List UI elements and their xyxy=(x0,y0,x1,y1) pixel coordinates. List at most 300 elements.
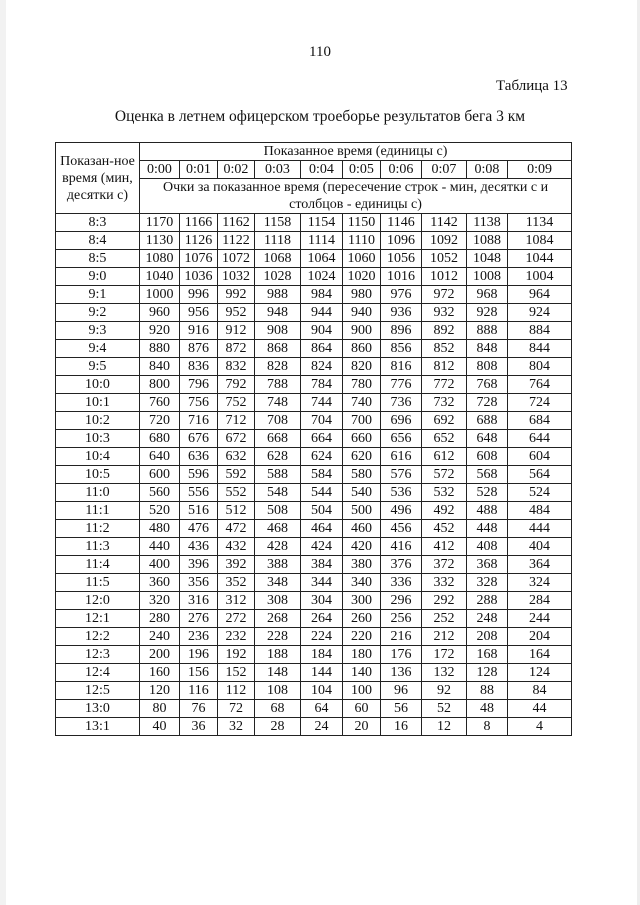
points-cell: 380 xyxy=(343,556,381,574)
points-cell: 856 xyxy=(381,340,422,358)
points-cell: 376 xyxy=(381,556,422,574)
points-cell: 236 xyxy=(180,628,218,646)
points-cell: 1096 xyxy=(381,232,422,250)
points-cell: 440 xyxy=(140,538,180,556)
scan-edge-left xyxy=(0,0,6,905)
points-cell: 180 xyxy=(343,646,381,664)
points-cell: 84 xyxy=(508,682,572,700)
row-label: 9:3 xyxy=(56,322,140,340)
points-cell: 1080 xyxy=(140,250,180,268)
points-cell: 264 xyxy=(301,610,343,628)
table-row xyxy=(56,214,572,232)
points-cell: 804 xyxy=(508,358,572,376)
points-cell: 884 xyxy=(508,322,572,340)
points-cell: 720 xyxy=(140,412,180,430)
points-cell: 392 xyxy=(218,556,255,574)
row-label: 11:1 xyxy=(56,502,140,520)
column-header: 0:00 xyxy=(140,161,180,179)
points-cell: 1110 xyxy=(343,232,381,250)
points-cell: 948 xyxy=(255,304,301,322)
table-row xyxy=(56,556,572,574)
points-cell: 888 xyxy=(467,322,508,340)
page-number: 110 xyxy=(309,44,331,60)
row-label: 9:2 xyxy=(56,304,140,322)
points-cell: 1118 xyxy=(255,232,301,250)
points-cell: 660 xyxy=(343,430,381,448)
points-cell: 1028 xyxy=(255,268,301,286)
table-row xyxy=(56,466,572,484)
points-cell: 24 xyxy=(301,718,343,736)
points-cell: 788 xyxy=(255,376,301,394)
points-cell: 636 xyxy=(180,448,218,466)
points-cell: 824 xyxy=(301,358,343,376)
points-cell: 8 xyxy=(467,718,508,736)
row-label: 10:5 xyxy=(56,466,140,484)
row-label: 12:0 xyxy=(56,592,140,610)
points-cell: 844 xyxy=(508,340,572,358)
points-cell: 1036 xyxy=(180,268,218,286)
points-cell: 452 xyxy=(422,520,467,538)
points-cell: 544 xyxy=(301,484,343,502)
points-cell: 956 xyxy=(180,304,218,322)
points-cell: 504 xyxy=(301,502,343,520)
points-cell: 760 xyxy=(140,394,180,412)
points-cell: 1134 xyxy=(508,214,572,232)
row-label: 12:1 xyxy=(56,610,140,628)
points-cell: 648 xyxy=(467,430,508,448)
points-cell: 192 xyxy=(218,646,255,664)
points-cell: 76 xyxy=(180,700,218,718)
points-cell: 880 xyxy=(140,340,180,358)
table-row xyxy=(56,718,572,736)
points-cell: 776 xyxy=(381,376,422,394)
points-cell: 320 xyxy=(140,592,180,610)
row-label: 12:5 xyxy=(56,682,140,700)
points-cell: 768 xyxy=(467,376,508,394)
points-cell: 148 xyxy=(255,664,301,682)
points-cell: 212 xyxy=(422,628,467,646)
points-cell: 360 xyxy=(140,574,180,592)
points-cell: 388 xyxy=(255,556,301,574)
points-cell: 908 xyxy=(255,322,301,340)
points-cell: 1032 xyxy=(218,268,255,286)
points-cell: 444 xyxy=(508,520,572,538)
points-cell: 916 xyxy=(180,322,218,340)
points-cell: 1040 xyxy=(140,268,180,286)
table-row xyxy=(56,448,572,466)
points-cell: 732 xyxy=(422,394,467,412)
points-cell: 476 xyxy=(180,520,218,538)
row-label: 8:3 xyxy=(56,214,140,232)
table-row xyxy=(56,232,572,250)
points-cell: 516 xyxy=(180,502,218,520)
points-cell: 852 xyxy=(422,340,467,358)
points-cell: 628 xyxy=(255,448,301,466)
points-cell: 164 xyxy=(508,646,572,664)
row-label: 12:3 xyxy=(56,646,140,664)
points-cell: 964 xyxy=(508,286,572,304)
points-cell: 1138 xyxy=(467,214,508,232)
points-cell: 496 xyxy=(381,502,422,520)
points-cell: 1044 xyxy=(508,250,572,268)
points-cell: 724 xyxy=(508,394,572,412)
points-cell: 12 xyxy=(422,718,467,736)
points-cell: 276 xyxy=(180,610,218,628)
points-cell: 1008 xyxy=(467,268,508,286)
points-cell: 616 xyxy=(381,448,422,466)
points-cell: 108 xyxy=(255,682,301,700)
points-cell: 256 xyxy=(381,610,422,628)
points-cell: 1068 xyxy=(255,250,301,268)
points-cell: 280 xyxy=(140,610,180,628)
points-cell: 172 xyxy=(422,646,467,664)
points-cell: 848 xyxy=(467,340,508,358)
table-row xyxy=(56,646,572,664)
points-cell: 296 xyxy=(381,592,422,610)
points-cell: 1076 xyxy=(180,250,218,268)
points-cell: 876 xyxy=(180,340,218,358)
points-cell: 840 xyxy=(140,358,180,376)
points-cell: 396 xyxy=(180,556,218,574)
points-cell: 952 xyxy=(218,304,255,322)
row-label: 11:3 xyxy=(56,538,140,556)
points-cell: 468 xyxy=(255,520,301,538)
row-label: 8:5 xyxy=(56,250,140,268)
points-cell: 364 xyxy=(508,556,572,574)
points-cell: 812 xyxy=(422,358,467,376)
points-cell: 152 xyxy=(218,664,255,682)
points-cell: 1020 xyxy=(343,268,381,286)
points-cell: 404 xyxy=(508,538,572,556)
points-cell: 652 xyxy=(422,430,467,448)
column-header: 0:06 xyxy=(381,161,422,179)
points-cell: 576 xyxy=(381,466,422,484)
points-cell: 988 xyxy=(255,286,301,304)
points-cell: 540 xyxy=(343,484,381,502)
points-cell: 892 xyxy=(422,322,467,340)
points-cell: 72 xyxy=(218,700,255,718)
points-cell: 344 xyxy=(301,574,343,592)
points-cell: 712 xyxy=(218,412,255,430)
table-row xyxy=(56,592,572,610)
points-cell: 512 xyxy=(218,502,255,520)
column-header: 0:07 xyxy=(422,161,467,179)
points-cell: 472 xyxy=(218,520,255,538)
row-label: 13:0 xyxy=(56,700,140,718)
points-cell: 944 xyxy=(301,304,343,322)
points-cell: 780 xyxy=(343,376,381,394)
points-cell: 332 xyxy=(422,574,467,592)
points-cell: 868 xyxy=(255,340,301,358)
points-cell: 356 xyxy=(180,574,218,592)
table-row xyxy=(56,664,572,682)
points-cell: 832 xyxy=(218,358,255,376)
points-cell: 528 xyxy=(467,484,508,502)
points-cell: 508 xyxy=(255,502,301,520)
row-label: 11:2 xyxy=(56,520,140,538)
points-cell: 248 xyxy=(467,610,508,628)
points-cell: 664 xyxy=(301,430,343,448)
row-label: 9:1 xyxy=(56,286,140,304)
points-cell: 312 xyxy=(218,592,255,610)
points-cell: 928 xyxy=(467,304,508,322)
points-cell: 348 xyxy=(255,574,301,592)
points-cell: 204 xyxy=(508,628,572,646)
table-row xyxy=(56,358,572,376)
points-cell: 104 xyxy=(301,682,343,700)
points-cell: 524 xyxy=(508,484,572,502)
points-cell: 292 xyxy=(422,592,467,610)
points-cell: 796 xyxy=(180,376,218,394)
points-cell: 488 xyxy=(467,502,508,520)
points-cell: 60 xyxy=(343,700,381,718)
points-cell: 156 xyxy=(180,664,218,682)
points-cell: 548 xyxy=(255,484,301,502)
points-cell: 168 xyxy=(467,646,508,664)
points-cell: 228 xyxy=(255,628,301,646)
points-cell: 28 xyxy=(255,718,301,736)
points-cell: 1004 xyxy=(508,268,572,286)
points-cell: 176 xyxy=(381,646,422,664)
results-table xyxy=(55,142,572,736)
table-row xyxy=(56,520,572,538)
points-cell: 340 xyxy=(343,574,381,592)
points-cell: 772 xyxy=(422,376,467,394)
points-cell: 352 xyxy=(218,574,255,592)
points-cell: 324 xyxy=(508,574,572,592)
points-cell: 432 xyxy=(218,538,255,556)
table-row xyxy=(56,376,572,394)
column-header: 0:08 xyxy=(467,161,508,179)
points-cell: 744 xyxy=(301,394,343,412)
points-cell: 756 xyxy=(180,394,218,412)
corner-header: Показан-ное время (мин, десятки с) xyxy=(56,143,140,214)
points-cell: 996 xyxy=(180,286,218,304)
points-cell: 464 xyxy=(301,520,343,538)
points-cell: 284 xyxy=(508,592,572,610)
points-cell: 20 xyxy=(343,718,381,736)
points-cell: 792 xyxy=(218,376,255,394)
points-cell: 972 xyxy=(422,286,467,304)
points-cell: 1088 xyxy=(467,232,508,250)
points-cell: 604 xyxy=(508,448,572,466)
points-cell: 1016 xyxy=(381,268,422,286)
points-cell: 88 xyxy=(467,682,508,700)
points-cell: 144 xyxy=(301,664,343,682)
points-cell: 1092 xyxy=(422,232,467,250)
table-row xyxy=(56,484,572,502)
points-cell: 216 xyxy=(381,628,422,646)
points-cell: 196 xyxy=(180,646,218,664)
points-cell: 420 xyxy=(343,538,381,556)
row-label: 11:4 xyxy=(56,556,140,574)
row-label: 10:2 xyxy=(56,412,140,430)
row-label: 13:1 xyxy=(56,718,140,736)
points-cell: 36 xyxy=(180,718,218,736)
points-cell: 304 xyxy=(301,592,343,610)
points-cell: 500 xyxy=(343,502,381,520)
points-cell: 800 xyxy=(140,376,180,394)
points-cell: 816 xyxy=(381,358,422,376)
points-cell: 120 xyxy=(140,682,180,700)
points-cell: 4 xyxy=(508,718,572,736)
points-cell: 1052 xyxy=(422,250,467,268)
row-label: 10:1 xyxy=(56,394,140,412)
points-cell: 492 xyxy=(422,502,467,520)
points-cell: 484 xyxy=(508,502,572,520)
points-cell: 656 xyxy=(381,430,422,448)
points-cell: 428 xyxy=(255,538,301,556)
points-cell: 784 xyxy=(301,376,343,394)
points-cell: 268 xyxy=(255,610,301,628)
points-cell: 252 xyxy=(422,610,467,628)
points-cell: 680 xyxy=(140,430,180,448)
points-cell: 136 xyxy=(381,664,422,682)
points-cell: 936 xyxy=(381,304,422,322)
table-row xyxy=(56,682,572,700)
points-cell: 400 xyxy=(140,556,180,574)
column-header: 0:01 xyxy=(180,161,218,179)
points-cell: 408 xyxy=(467,538,508,556)
points-cell: 672 xyxy=(218,430,255,448)
table-row xyxy=(56,340,572,358)
points-cell: 1048 xyxy=(467,250,508,268)
points-cell: 244 xyxy=(508,610,572,628)
points-cell: 1158 xyxy=(255,214,301,232)
points-cell: 900 xyxy=(343,322,381,340)
points-cell: 1084 xyxy=(508,232,572,250)
points-cell: 752 xyxy=(218,394,255,412)
points-cell: 632 xyxy=(218,448,255,466)
points-cell: 456 xyxy=(381,520,422,538)
points-cell: 624 xyxy=(301,448,343,466)
points-cell: 728 xyxy=(467,394,508,412)
points-cell: 872 xyxy=(218,340,255,358)
points-cell: 328 xyxy=(467,574,508,592)
points-cell: 412 xyxy=(422,538,467,556)
points-cell: 620 xyxy=(343,448,381,466)
points-cell: 272 xyxy=(218,610,255,628)
points-cell: 1122 xyxy=(218,232,255,250)
points-cell: 932 xyxy=(422,304,467,322)
row-label: 10:3 xyxy=(56,430,140,448)
points-cell: 640 xyxy=(140,448,180,466)
points-cell: 44 xyxy=(508,700,572,718)
points-cell: 912 xyxy=(218,322,255,340)
table-row xyxy=(56,412,572,430)
points-cell: 224 xyxy=(301,628,343,646)
points-cell: 1166 xyxy=(180,214,218,232)
points-header: Очки за показанное время (пересечение строк - мин, десятки с и столбцов - единицы с) xyxy=(140,179,572,214)
points-cell: 692 xyxy=(422,412,467,430)
shown-time-header: Показанное время (единицы с) xyxy=(140,143,572,161)
table-row xyxy=(56,286,572,304)
table-row xyxy=(56,628,572,646)
points-cell: 580 xyxy=(343,466,381,484)
points-cell: 708 xyxy=(255,412,301,430)
row-label: 9:0 xyxy=(56,268,140,286)
points-cell: 1024 xyxy=(301,268,343,286)
points-cell: 100 xyxy=(343,682,381,700)
row-label: 11:5 xyxy=(56,574,140,592)
points-cell: 684 xyxy=(508,412,572,430)
table-head xyxy=(56,143,572,214)
points-cell: 860 xyxy=(343,340,381,358)
points-cell: 536 xyxy=(381,484,422,502)
row-label: 12:4 xyxy=(56,664,140,682)
table-row xyxy=(56,250,572,268)
table-caption: Оценка в летнем офицерском троеборье результатов бега 3 км xyxy=(114,108,526,125)
points-cell: 976 xyxy=(381,286,422,304)
points-cell: 368 xyxy=(467,556,508,574)
points-cell: 48 xyxy=(467,700,508,718)
points-cell: 716 xyxy=(180,412,218,430)
table-row xyxy=(56,430,572,448)
points-cell: 300 xyxy=(343,592,381,610)
points-cell: 572 xyxy=(422,466,467,484)
row-label: 12:2 xyxy=(56,628,140,646)
points-cell: 520 xyxy=(140,502,180,520)
points-cell: 232 xyxy=(218,628,255,646)
points-cell: 552 xyxy=(218,484,255,502)
column-header: 0:05 xyxy=(343,161,381,179)
points-cell: 704 xyxy=(301,412,343,430)
points-cell: 676 xyxy=(180,430,218,448)
points-cell: 556 xyxy=(180,484,218,502)
points-cell: 52 xyxy=(422,700,467,718)
points-cell: 1130 xyxy=(140,232,180,250)
points-cell: 316 xyxy=(180,592,218,610)
points-cell: 1114 xyxy=(301,232,343,250)
points-cell: 424 xyxy=(301,538,343,556)
points-cell: 532 xyxy=(422,484,467,502)
points-cell: 864 xyxy=(301,340,343,358)
points-cell: 68 xyxy=(255,700,301,718)
points-cell: 696 xyxy=(381,412,422,430)
points-cell: 1126 xyxy=(180,232,218,250)
points-cell: 92 xyxy=(422,682,467,700)
row-label: 9:5 xyxy=(56,358,140,376)
points-cell: 96 xyxy=(381,682,422,700)
column-header: 0:03 xyxy=(255,161,301,179)
points-cell: 448 xyxy=(467,520,508,538)
points-cell: 992 xyxy=(218,286,255,304)
points-cell: 480 xyxy=(140,520,180,538)
points-cell: 584 xyxy=(301,466,343,484)
points-cell: 124 xyxy=(508,664,572,682)
points-cell: 1012 xyxy=(422,268,467,286)
points-cell: 828 xyxy=(255,358,301,376)
points-cell: 56 xyxy=(381,700,422,718)
points-cell: 64 xyxy=(301,700,343,718)
points-cell: 32 xyxy=(218,718,255,736)
points-cell: 416 xyxy=(381,538,422,556)
points-cell: 384 xyxy=(301,556,343,574)
points-cell: 436 xyxy=(180,538,218,556)
points-cell: 460 xyxy=(343,520,381,538)
points-cell: 980 xyxy=(343,286,381,304)
points-cell: 688 xyxy=(467,412,508,430)
points-cell: 700 xyxy=(343,412,381,430)
points-cell: 764 xyxy=(508,376,572,394)
points-cell: 1170 xyxy=(140,214,180,232)
points-cell: 16 xyxy=(381,718,422,736)
table-row xyxy=(56,538,572,556)
points-cell: 220 xyxy=(343,628,381,646)
points-cell: 1060 xyxy=(343,250,381,268)
points-cell: 920 xyxy=(140,322,180,340)
points-cell: 808 xyxy=(467,358,508,376)
